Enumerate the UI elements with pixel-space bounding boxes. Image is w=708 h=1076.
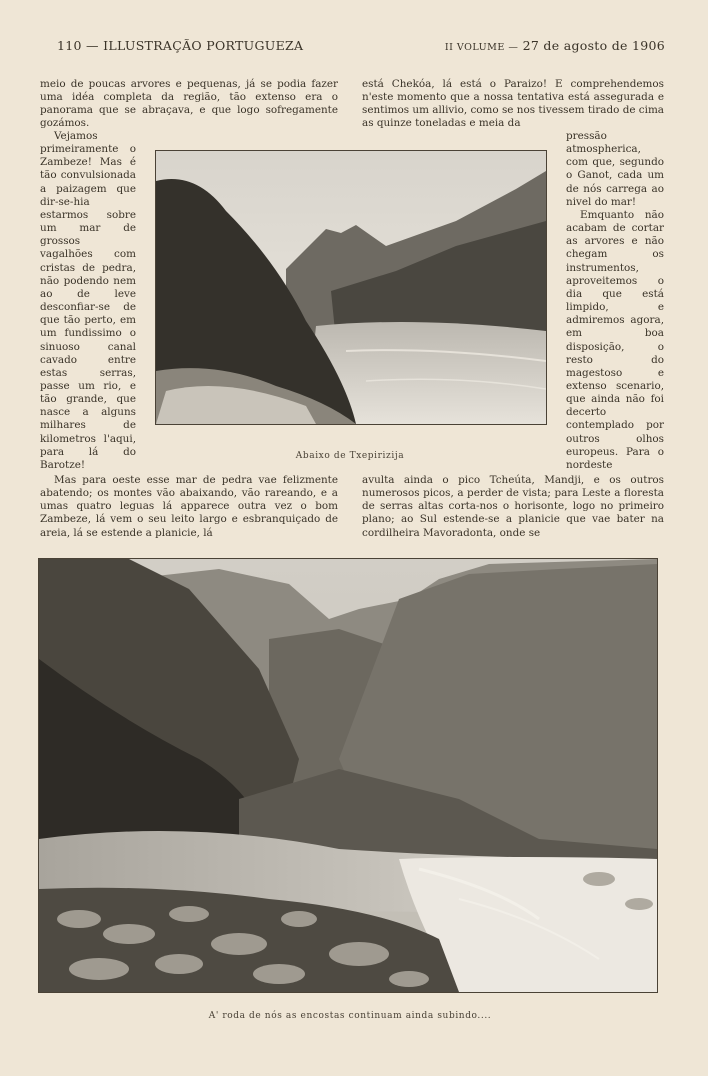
column1-bottom-text: Mas para oeste esse mar de pedra vae felizmente abatendo; os montes vão abaixando, vão rareando, e a umas quatro leguas lá apparece outra vez o bom Zambeze, lá vem o seu leito largo e esbranquiçado de areia, lá se estende a planicie, lá: [40, 474, 338, 539]
volume-label: II VOLUME —: [444, 42, 519, 53]
running-header-date: [445, 38, 665, 53]
top-photo-caption: Abaixo de Txepirizija: [295, 451, 405, 461]
photo-river-gorge: [155, 150, 547, 425]
issue-date: 27 de agosto de 1906: [522, 38, 665, 53]
photo-mountain-slopes: [38, 558, 658, 993]
column1-top-text: meio de poucas arvores e pequenas, já se podia fazer uma idéa completa da região, tão extenso era o panorama que se abraçava, e que logo sofregamente gozámos.: [40, 78, 338, 130]
column2-wrapped-text: pressão atmospherica, com que, segundo o Ganot, cada um de nós carrega ao nivel do mar! Emquanto não acabam de cortar as arvores e não chegam os instrumentos, aproveitemos o dia que está limpido, e admiremos agora, em boa disposição, o resto do magestoso e extenso scenario, que ainda não foi decerto contemplado por outros olhos europeus. Para o nordeste: [566, 130, 664, 471]
running-header-title: 110 — ILLUSTRAÇÃO PORTUGUEZA: [57, 38, 304, 53]
bottom-photo-caption: A' roda de nós as encostas continuam ainda subindo....: [208, 1011, 492, 1021]
column1-wrapped-text: Vejamos primeiramente o Zambeze! Mas é tão convulsionada a paizagem que dir-se-hia estarmos sobre um mar de grossos vagalhões com cristas de pedra, não podendo nem ao de leve desconfiar-se de que tão perto, em um fundissimo o sinuoso canal cavado entre estas serras, passe um rio, e tão grande, que nasce a alguns milhares de kilometros l'aqui, para lá do Barotze!: [40, 130, 136, 471]
column2-top-text: está Chekóa, lá está o Paraizo! E comprehendemos n'este momento que a nossa tentativa está assegurada e sentimos um allivio, como se nos tivessem tirado de cima as quinze toneladas e meia da: [362, 78, 664, 130]
column2-bottom-text: avulta ainda o pico Tcheúta, Mandji, e os outros numerosos picos, a perder de vista; para Leste a floresta de serras altas corta-nos o horisonte, logo no primeiro plano; ao Sul estende-se a planicie que vae bater na cordilheira Mavoradonta, onde se: [362, 474, 664, 539]
